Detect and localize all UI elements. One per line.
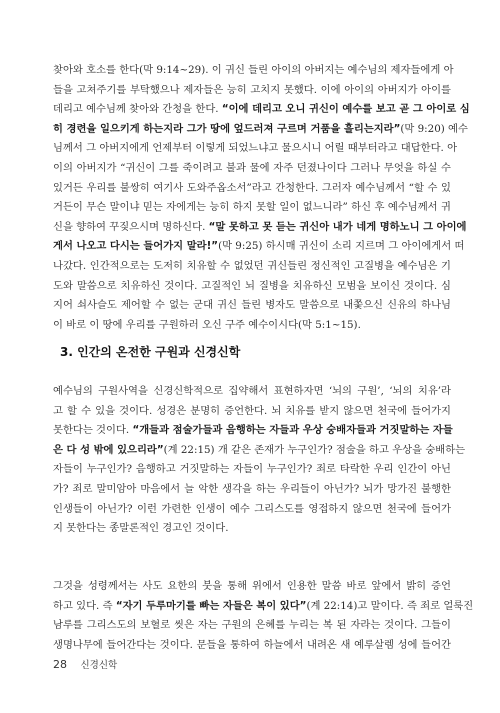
text-line	[53, 441, 466, 461]
text-line	[53, 519, 451, 539]
text-line	[53, 597, 474, 617]
text-run: 하고 있다. 즉	[53, 599, 116, 612]
scripture-quote: “개들과 점술가들과 음행하는 자들과 우상 숭배자들과 거짓말하는 자들	[132, 424, 453, 437]
paragraph-brain-salvation	[53, 382, 466, 539]
paragraph-exorcism-narrative	[53, 61, 470, 335]
text-line	[53, 237, 465, 257]
scripture-quote: “이에 데리고 오니 귀신이 예수를 보고 곧 그 아이로 심	[221, 103, 470, 116]
text-line	[53, 382, 451, 402]
text-run: 도와 말씀으로 치유하신 것이다. 고질적인 뇌 질병을 치유하신 모범을 보이신 것이다. 심	[53, 279, 451, 292]
text-run: 인생들이 아닌가? 이런 가련한 인생이 예수 그리스도를 영접하지 않으면 천국에 들어가	[53, 502, 451, 515]
text-run: 나갔다. 인간적으로는 도저히 치유할 수 없었던 귀신들린 정신적인 고질병을 예수님은 기	[53, 259, 451, 272]
text-line	[53, 460, 451, 480]
text-run: 가? 죄로 말미암아 마음에서 늘 악한 생각을 하는 우리들이 아닌가? 뇌가 망가진 불행한	[53, 482, 451, 495]
text-run: 이의 아버지가 “귀신이 그를 죽이려고 불과 물에 자주 던졌나이다 그러나 무엇을 하실 수	[53, 161, 451, 174]
page-footer	[53, 657, 117, 671]
text-run: 고 할 수 있을 것이다. 성경은 분명히 증언한다. 뇌 치유를 받지 않으면 천국에 들어가지	[53, 404, 451, 417]
text-run: (막 9:25) 하시매 귀신이 소리 지르며 그 아이에게서 떠	[218, 240, 465, 253]
text-run: (계 22:14)고 말이다. 즉 죄로 얼룩진	[306, 599, 474, 612]
scripture-quote: “자기 두루마기를 빠는 자들은 복이 있다”	[115, 599, 307, 612]
text-line	[53, 296, 451, 316]
text-line	[53, 421, 451, 441]
text-line	[53, 577, 451, 597]
section-heading: 3. 인간의 온전한 구원과 신경신학	[60, 345, 241, 359]
text-run: 생명나무에 들어간다는 것이다. 문들을 통하여 하늘에서 내려온 새 예루살렘 성에 들어간	[53, 638, 451, 651]
text-line	[53, 159, 451, 179]
text-run: 들을 고쳐주기를 부탁했으나 제자들은 능히 고치지 못했다. 이에 아이의 아버지가 아이를	[53, 83, 451, 96]
text-run: 이 바로 이 땅에 우리를 구원하러 오신 구주 예수이시다(막 5:1~15).	[53, 318, 361, 331]
text-run: 지 못한다는 종말론적인 경고인 것이다.	[53, 522, 229, 535]
text-line	[53, 616, 451, 636]
text-line	[53, 480, 451, 500]
text-run: (막 9:20) 예수	[400, 122, 468, 135]
text-line	[53, 61, 454, 81]
text-run: 남루를 그리스도의 보혈로 씻은 자는 구원의 은혜를 누리는 복 된 자라는 것이다. 그들이	[53, 619, 451, 632]
text-run: (계 22:15) 개 같은 존재가 누구인가? 점술을 하고 우상을 숭배하는	[163, 443, 466, 456]
text-line	[53, 402, 451, 422]
text-line	[53, 636, 451, 656]
text-run: 못한다는 것이다.	[53, 424, 133, 437]
scripture-quote: “말 못하고 못 듣는 귀신아 내가 네게 명하노니 그 아이에	[208, 220, 467, 233]
text-run: 데리고 예수님께 찾아와 간청을 한다.	[53, 103, 222, 116]
text-line	[53, 81, 451, 101]
scripture-quote: 히 경련을 일으키게 하는지라 그가 땅에 엎드러져 구르며 거품을 흘리는지라”	[53, 122, 401, 135]
text-run: 지어 쇠사슬도 제어할 수 없는 군대 귀신 들린 병자도 말씀으로 내쫓으신 신유의 하나님	[53, 299, 451, 312]
running-book-title: 신경신학	[80, 660, 118, 671]
text-run: 거든이 무슨 말이냐 믿는 자에게는 능히 하지 못할 일이 없느니라” 하신 후 예수님께서 귀	[53, 201, 451, 214]
text-line	[53, 139, 458, 159]
text-line	[53, 100, 470, 120]
text-run: 신을 향하여 꾸짖으시며 명하신다.	[53, 220, 209, 233]
text-line	[53, 500, 451, 520]
text-line	[53, 277, 451, 297]
text-run: 찾아와 호소를 한다(막 9:14~29). 이 귀신 들린 아이의 아버지는 예수님의 제자들에게 아	[53, 64, 454, 76]
text-run: 님께서 그 아버지에게 언제부터 이렇게 되었느냐고 물으시니 어릴 때부터라고 대답한다. 아	[53, 142, 458, 155]
text-line	[53, 316, 451, 336]
text-line	[53, 218, 467, 238]
text-line	[53, 120, 468, 140]
text-line	[53, 198, 451, 218]
text-run: 있거든 우리를 불쌍히 여기사 도와주옵소서”라고 간청한다. 그러자 예수님께서 “할 수 있	[53, 181, 451, 194]
text-line	[53, 179, 451, 199]
paragraph-holy-spirit-testimony	[53, 577, 474, 655]
scripture-quote: 게서 나오고 다시는 들어가지 말라!”	[53, 240, 219, 253]
page-number: 28	[53, 658, 67, 671]
text-run: 예수님의 구원사역을 신경신학적으로 집약해서 표현하자면 ‘뇌의 구원’, ‘뇌의 치유’라	[53, 385, 451, 397]
scripture-quote: 은 다 성 밖에 있으리라”	[53, 443, 164, 456]
text-run: 그것을 성령께서는 사도 요한의 붓을 통해 위에서 인용한 말씀 바로 앞에서 밝히 증언	[53, 580, 451, 592]
text-line	[53, 257, 451, 277]
text-run: 자들이 누구인가? 음행하고 거짓말하는 자들이 누구인가? 죄로 타락한 우리 인간이 아닌	[53, 463, 451, 476]
